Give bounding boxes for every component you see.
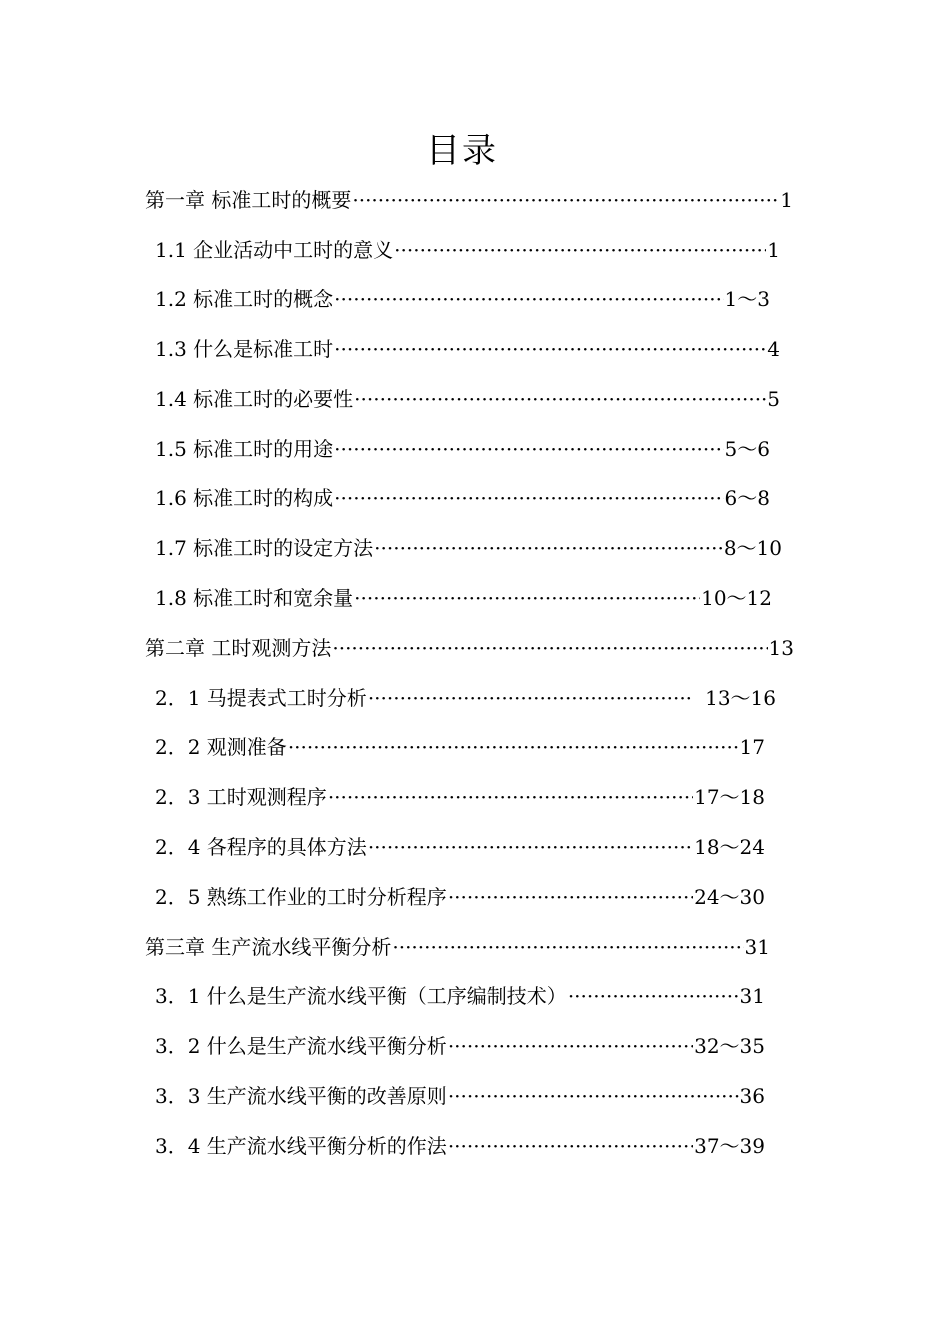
toc-entry-page: 5～6 bbox=[724, 437, 770, 461]
toc-entry bbox=[155, 284, 770, 314]
toc-entry-label: 1.6 标准工时的构成 bbox=[155, 486, 334, 510]
toc-entry-label: 1.8 标准工时和宽余量 bbox=[155, 586, 354, 610]
toc-leader-dots bbox=[328, 782, 693, 812]
toc-entry-page: 17 bbox=[739, 735, 765, 759]
toc-entry bbox=[155, 533, 782, 563]
toc-entry-page: 37～39 bbox=[694, 1134, 765, 1158]
toc-entry-label: 第一章 标准工时的概要 bbox=[145, 188, 352, 212]
toc-leader-dots bbox=[448, 1031, 693, 1061]
toc-entry bbox=[155, 583, 772, 613]
toc-leader-dots bbox=[394, 235, 766, 265]
toc-leader-dots bbox=[352, 185, 779, 215]
toc-entry bbox=[155, 1031, 765, 1061]
toc-entry bbox=[145, 932, 770, 962]
toc-entry-page: 13～16 bbox=[705, 686, 776, 710]
toc-entry bbox=[155, 782, 765, 812]
toc-entry-label: 1.2 标准工时的概念 bbox=[155, 287, 334, 311]
toc-entry-label: 1.7 标准工时的设定方法 bbox=[155, 536, 374, 560]
toc-entry-label: 2．1 马提表式工时分析 bbox=[155, 686, 367, 710]
toc-entry-label: 1.5 标准工时的用途 bbox=[155, 437, 334, 461]
toc-leader-dots bbox=[354, 384, 766, 414]
toc-entry bbox=[155, 882, 765, 912]
toc-entry-label: 第二章 工时观测方法 bbox=[145, 636, 332, 660]
page-title: 目录 bbox=[426, 131, 498, 171]
toc-entry-label: 1.1 企业活动中工时的意义 bbox=[155, 238, 394, 262]
toc-entry-label: 3．4 生产流水线平衡分析的作法 bbox=[155, 1134, 447, 1158]
toc-entry-page: 13 bbox=[768, 636, 794, 660]
toc-entry-label: 3．2 什么是生产流水线平衡分析 bbox=[155, 1034, 447, 1058]
toc-entry bbox=[155, 434, 770, 464]
toc-entry-page: 24～30 bbox=[694, 885, 765, 909]
toc-entry-label: 第三章 生产流水线平衡分析 bbox=[145, 935, 392, 959]
toc-leader-dots bbox=[448, 1131, 693, 1161]
toc-entry-page: 6～8 bbox=[724, 486, 770, 510]
toc-leader-dots bbox=[374, 533, 723, 563]
toc-leader-dots bbox=[288, 732, 739, 762]
toc-leader-dots bbox=[448, 1081, 739, 1111]
toc-entry-page: 1 bbox=[767, 238, 780, 262]
toc-entry-page: 36 bbox=[739, 1084, 765, 1108]
toc-entry bbox=[155, 235, 780, 265]
toc-leader-dots bbox=[368, 832, 693, 862]
toc-entry bbox=[155, 732, 765, 762]
toc-entry-page: 8～10 bbox=[723, 536, 782, 560]
toc-leader-dots bbox=[334, 334, 766, 364]
toc-leader-dots bbox=[354, 583, 700, 613]
toc-entry-page: 17～18 bbox=[694, 785, 765, 809]
toc-entry-page: 10～12 bbox=[701, 586, 772, 610]
toc-entry-label: 1.4 标准工时的必要性 bbox=[155, 387, 354, 411]
toc-entry bbox=[155, 832, 765, 862]
toc-leader-dots bbox=[334, 434, 723, 464]
toc-leader-dots bbox=[448, 882, 693, 912]
toc-leader-dots bbox=[568, 981, 739, 1011]
toc-entry bbox=[155, 1081, 765, 1111]
toc-leader-dots bbox=[334, 483, 723, 513]
toc-entry-page: 31 bbox=[739, 984, 765, 1008]
toc-entry bbox=[155, 483, 770, 513]
toc-leader-dots bbox=[392, 932, 743, 962]
toc-entry-page: 1～3 bbox=[724, 287, 770, 311]
toc-entry-label: 2．3 工时观测程序 bbox=[155, 785, 327, 809]
toc-entry bbox=[155, 981, 765, 1011]
toc-entry-page: 4 bbox=[767, 337, 780, 361]
toc-entry-label: 2．2 观测准备 bbox=[155, 735, 287, 759]
toc-entry-page: 1 bbox=[780, 188, 793, 212]
toc-entry bbox=[155, 384, 780, 414]
toc-entry-page: 5 bbox=[767, 387, 780, 411]
toc-entry bbox=[145, 185, 793, 215]
toc-leader-dots bbox=[334, 284, 723, 314]
toc-entry bbox=[155, 683, 776, 713]
toc-entry bbox=[145, 633, 794, 663]
toc-entry bbox=[155, 334, 780, 364]
toc-entry-label: 2．5 熟练工作业的工时分析程序 bbox=[155, 885, 447, 909]
toc-entry-label: 3．3 生产流水线平衡的改善原则 bbox=[155, 1084, 447, 1108]
toc-entry-label: 3．1 什么是生产流水线平衡（工序编制技术） bbox=[155, 984, 567, 1008]
toc-entry bbox=[155, 1131, 765, 1161]
toc-entry-page: 32～35 bbox=[694, 1034, 765, 1058]
toc-entry-page: 18～24 bbox=[694, 835, 765, 859]
toc-entry-page: 31 bbox=[744, 935, 770, 959]
toc-entry-label: 2．4 各程序的具体方法 bbox=[155, 835, 367, 859]
toc-leader-dots bbox=[332, 633, 767, 663]
toc-leader-dots bbox=[368, 683, 691, 713]
toc-entry-label: 1.3 什么是标准工时 bbox=[155, 337, 334, 361]
